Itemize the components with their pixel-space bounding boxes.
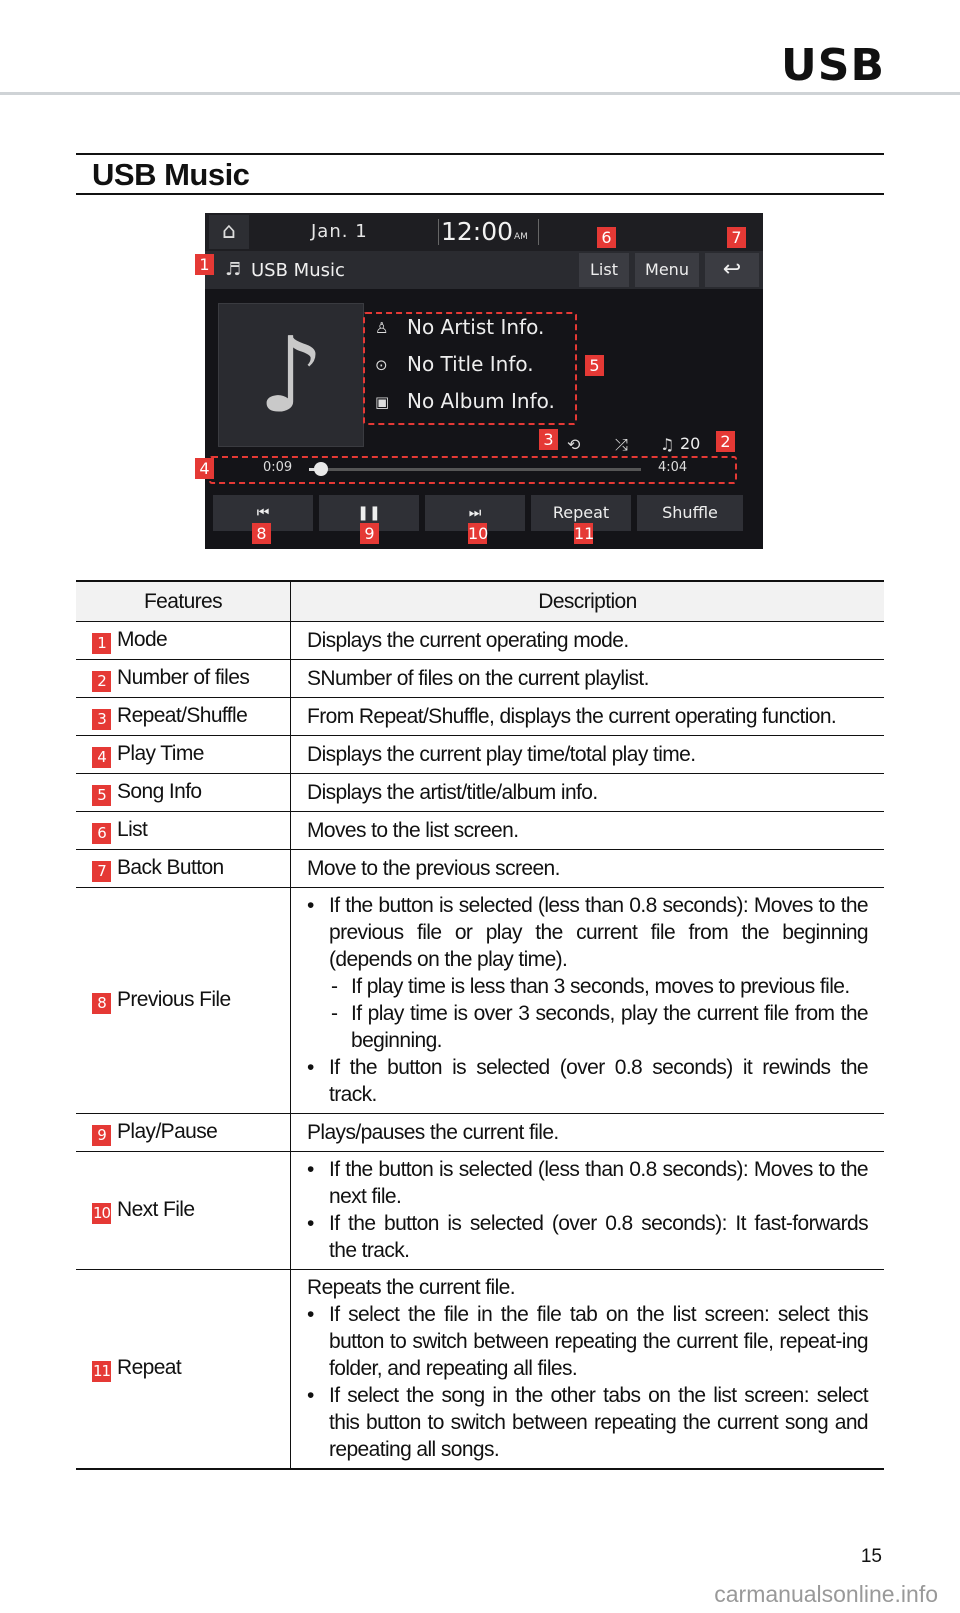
bullet-item: • If select the song in the other tabs on the list screen: select this button to switch between repeating the current song and repeating all songs. [329, 1382, 868, 1463]
back-arrow-icon: ↩ [722, 257, 742, 282]
number-badge: 6 [92, 823, 111, 844]
music-note-icon: ♪ [257, 314, 325, 436]
number-badge: 11 [92, 1362, 111, 1380]
table-row [76, 698, 884, 736]
elapsed-time: 0:09 [263, 460, 293, 475]
callout-badge: 5 [585, 355, 604, 376]
column-header-features: Features [76, 581, 291, 622]
feature-cell [76, 774, 291, 812]
table-row [76, 888, 884, 1114]
table-row [76, 812, 884, 850]
artist-icon: ♙ [375, 319, 389, 337]
bullet-text: If the button is selected (less than 0.8 seconds): Moves to the previous file or play the current file from the beginning (depends on the play time). [329, 894, 868, 971]
dash-item: - If play time is less than 3 seconds, moves to previous file. [351, 973, 868, 1000]
number-badge: 3 [92, 709, 111, 730]
home-button[interactable] [209, 215, 249, 249]
header-rule [0, 92, 960, 95]
number-badge: 4 [92, 747, 111, 768]
dash-item: - If play time is over 3 seconds, play the current file from the beginning. [351, 1000, 868, 1054]
description-cell: Plays/pauses the current file. [291, 1114, 885, 1152]
mode-label: USB Music [251, 260, 345, 281]
number-badge: 10 [92, 1203, 111, 1222]
feature-name: Repeat/Shuffle [117, 703, 248, 727]
section-title: USB Music [92, 157, 250, 192]
feature-name: Number of files [117, 665, 250, 689]
shuffle-icon: ⤮ [615, 435, 628, 454]
repeat-button[interactable]: Repeat [531, 495, 631, 531]
table-row [76, 1152, 884, 1270]
column-header-description: Description [291, 581, 885, 622]
skip-previous-icon: ⏮ [256, 505, 270, 521]
callout-badge: 9 [360, 523, 379, 544]
description-cell: Displays the artist/title/album info. [291, 774, 885, 812]
bullet-item: • If the button is selected (less than 0.8 seconds): Moves to the next file. [329, 1156, 868, 1210]
feature-name: List [117, 817, 148, 841]
feature-cell [76, 1114, 291, 1152]
menu-button[interactable]: Menu [635, 253, 699, 287]
back-button[interactable] [705, 253, 759, 287]
table-row [76, 1114, 884, 1152]
music-note-icon: ♫ [660, 435, 675, 454]
feature-name: Play Time [117, 741, 204, 765]
bullet-item: • If the button is selected (over 0.8 seconds): It fast-forwards the track. [329, 1210, 868, 1264]
bullet-list [307, 1301, 868, 1463]
feature-name: Play/Pause [117, 1119, 218, 1143]
bullet-item: • If select the file in the file tab on the list screen: select this button to switch between repeating the current file, repeat-ing folder, and repeating all files. [329, 1301, 868, 1382]
description-cell: Move to the previous screen. [291, 850, 885, 888]
number-badge: 8 [92, 993, 111, 1014]
bullet-list [307, 1156, 868, 1264]
album-icon: ▣ [375, 393, 390, 411]
callout-badge: 10 [468, 524, 489, 543]
watermark: carmanualsonline.info [714, 1581, 938, 1607]
shuffle-button[interactable]: Shuffle [637, 495, 743, 531]
home-icon: ⌂ [222, 219, 236, 244]
number-badge: 9 [92, 1125, 111, 1146]
title-icon: ⊙ [375, 356, 388, 374]
table-row [76, 774, 884, 812]
description-intro: Repeats the current file. [307, 1276, 515, 1299]
description-cell [291, 1152, 885, 1270]
artist-text: No Artist Info. [407, 315, 545, 339]
feature-name: Repeat [117, 1356, 182, 1379]
callout-badge: 4 [195, 458, 214, 479]
list-button[interactable]: List [579, 253, 629, 287]
callout-badge: 3 [539, 429, 558, 450]
album-text: No Album Info. [407, 389, 555, 413]
callout-badge: 11 [574, 524, 595, 543]
time-separator [538, 219, 539, 245]
time-separator [438, 219, 439, 245]
title-bar [205, 251, 763, 289]
file-count: 20 [680, 434, 701, 453]
repeat-icon: ⟲ [567, 435, 581, 454]
pause-icon: ❚❚ [357, 505, 381, 521]
callout-badge: 2 [716, 431, 735, 452]
description-cell: Displays the current operating mode. [291, 622, 885, 660]
callout-badge: 1 [195, 254, 214, 275]
features-table [76, 580, 884, 1470]
music-note-icon: ♬ [225, 259, 242, 280]
table-row [76, 850, 884, 888]
feature-cell [76, 888, 291, 1114]
table-row [76, 1270, 884, 1470]
number-badge: 5 [92, 785, 111, 806]
feature-cell [76, 698, 291, 736]
title-text: No Title Info. [407, 352, 534, 376]
feature-cell [76, 1270, 291, 1470]
album-art [218, 303, 364, 447]
description-cell: SNumber of files on the current playlist. [291, 660, 885, 698]
feature-cell [76, 1152, 291, 1270]
description-cell: Displays the current play time/total play time. [291, 736, 885, 774]
play-time-outline [209, 456, 737, 484]
table-row [76, 660, 884, 698]
usb-music-screen [199, 213, 763, 549]
number-badge: 2 [92, 671, 111, 692]
ampm-indicator: AM [514, 232, 528, 242]
feature-name: Back Button [117, 855, 224, 879]
song-info-outline [363, 312, 577, 425]
skip-next-icon: ⏭ [468, 505, 482, 521]
bullet-list [307, 892, 868, 1108]
feature-cell [76, 850, 291, 888]
chapter-title: USB [781, 40, 885, 91]
description-cell [291, 1270, 885, 1470]
feature-name: Song Info [117, 779, 202, 803]
table-row [76, 622, 884, 660]
date-display: Jan. 1 [311, 221, 368, 242]
callout-badge: 8 [252, 523, 271, 544]
feature-cell [76, 812, 291, 850]
callout-badge: 7 [727, 227, 746, 248]
dash-list [329, 973, 868, 1054]
feature-name: Mode [117, 627, 168, 651]
description-cell [291, 888, 885, 1114]
page-number: 15 [860, 1546, 882, 1567]
time-display: 12:00 [441, 217, 514, 246]
feature-cell [76, 660, 291, 698]
callout-badge: 6 [597, 227, 616, 248]
status-bar [205, 213, 763, 251]
feature-cell [76, 736, 291, 774]
number-badge: 1 [92, 633, 111, 654]
bullet-item: • If the button is selected (over 0.8 seconds) it rewinds the track. [329, 1054, 868, 1108]
total-time: 4:04 [658, 460, 688, 475]
table-header [76, 581, 884, 622]
description-cell: Moves to the list screen. [291, 812, 885, 850]
table-row [76, 736, 884, 774]
feature-name: Previous File [117, 987, 231, 1011]
bullet-item [329, 892, 868, 1054]
feature-cell [76, 622, 291, 660]
section-header [76, 153, 884, 195]
feature-name: Next File [117, 1197, 195, 1221]
description-cell: From Repeat/Shuffle, displays the current operating function. [291, 698, 885, 736]
number-badge: 7 [92, 861, 111, 882]
